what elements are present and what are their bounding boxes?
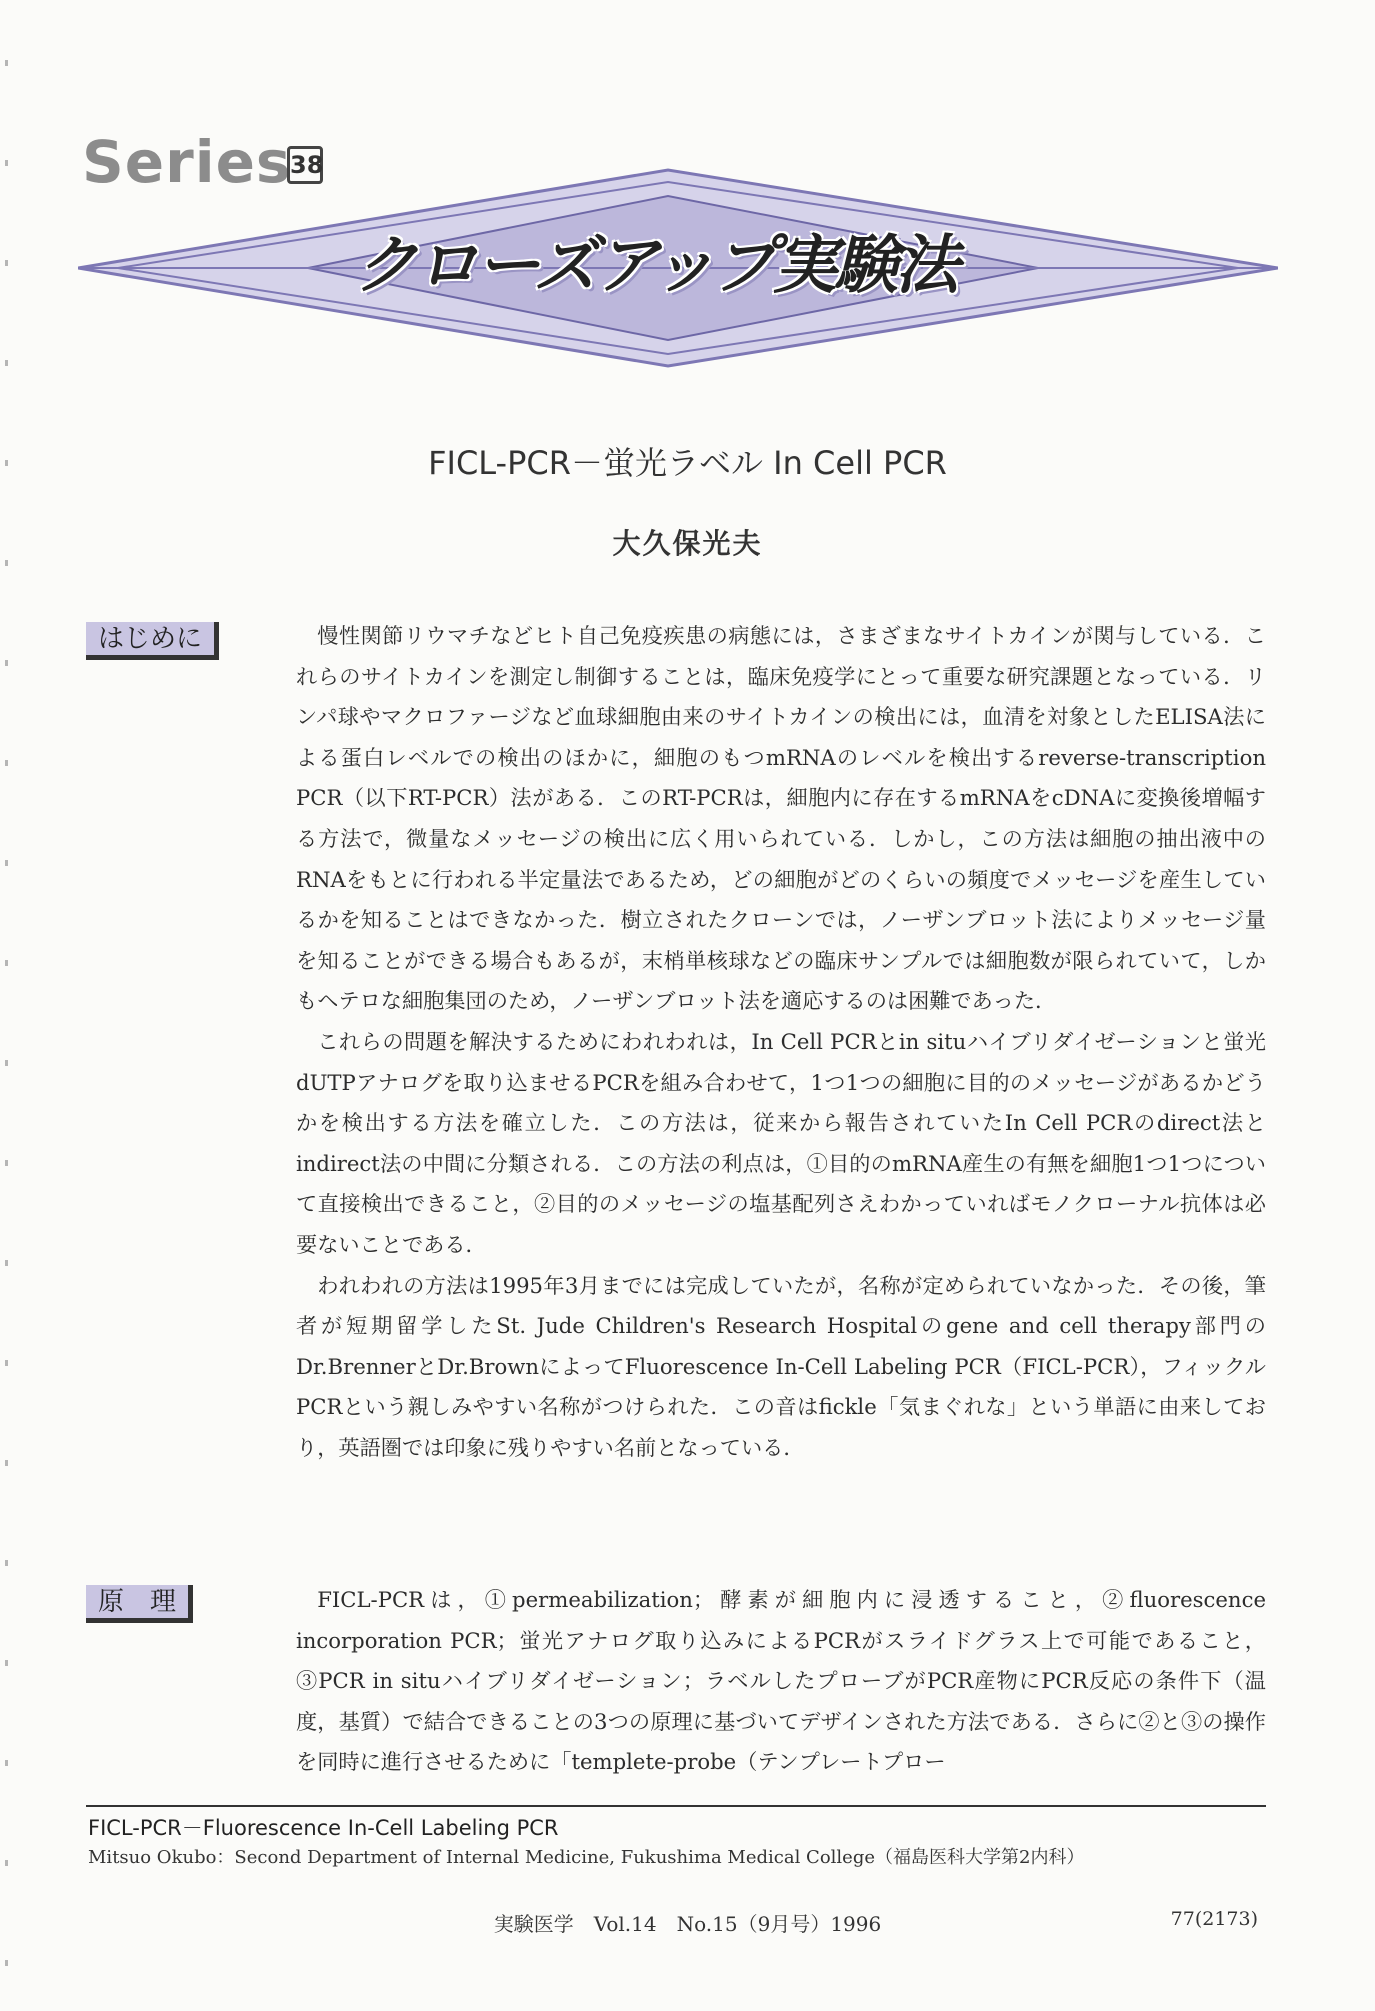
series-heading: Series [82, 128, 292, 196]
article-title: FICL-PCR－蛍光ラベル In Cell PCR [428, 444, 947, 482]
paragraph: 慢性関節リウマチなどヒト自己免疫疾患の病態には，さまざまなサイトカインが関与している．これらのサイトカインを測定し制御することは，臨床免疫学にとって重要な研究課題となっている．リンパ球やマクロファージなど血球細胞由来のサイトカインの検出には，血清を対象としたELISA法による蛋白レベルでの検出のほかに，細胞のもつmRNAのレベルを検出するreverse-transcription PCR（以下RT-PCR）法がある．このRT-PCRは，細胞内に存在するmRNAをcDNAに変換後増幅する方法で，微量なメッセージの検出に広く用いられている．しかし，この方法は細胞の抽出液中のRNAをもとに行われる半定量法であるため，どの細胞がどのくらいの頻度でメッセージを産生しているかを知ることはできなかった．樹立されたクローンでは，ノーザンブロット法によりメッセージ量を知ることができる場合もあるが，末梢単核球などの臨床サンプルでは細胞数が限られていて，しかもヘテロな細胞集団のため，ノーザンブロット法を適応するのは困難であった． [296, 623, 1266, 1014]
paragraph: これらの問題を解決するためにわれわれは，In Cell PCRとin situハイブリダイゼーションと蛍光dUTPアナログを取り込ませるPCRを組み合わせて，1つ1つの細胞に目的のメッセージがあるかどうかを検出する方法を確立した．この方法は，従来から報告されていたIn Cell PCRのdirect法とindirect法の中間に分類される．この方法の利点は，①目的のmRNA産生の有無を細胞1つ1つについて直接検出できること，②目的のメッセージの塩基配列さえわかっていればモノクローナル抗体は必要ないことである． [296, 1028, 1266, 1257]
section-body-principle [296, 1580, 1266, 1783]
paragraph: FICL-PCRは，①permeabilization；酵素が細胞内に浸透すること，②fluorescence incorporation PCR；蛍光アナログ取り込みによるPCRがスライドグラス上で可能であること，③PCR in situハイブリダイゼーション；ラベルしたプローブがPCR産物にPCR反応の条件下（温度，基質）で結合できることの3つの原理に基づいてデザインされた方法である．さらに②と③の操作を同時に進行させるために「templete-probe（テンプレートプロー [296, 1587, 1266, 1775]
journal-citation: 実験医学 Vol.14 No.15（9月号）1996 [493, 1912, 882, 1936]
section-body-introduction [296, 616, 1266, 1468]
paragraph: われわれの方法は1995年3月までには完成していたが，名称が定められていなかった．その後，筆者が短期留学したSt. Jude Children's Research Hospitalのgene and cell therapy部門のDr.BrennerとDr.BrownによってFluorescence In-Cell Labeling PCR（FICL-PCR），フィックルPCRという親しみやすい名称がつけられた．この音はfickle「気まぐれな」という単語に由来しており，英語圏では印象に残りやすい名前となっている． [296, 1272, 1266, 1460]
footnote-divider [86, 1805, 1266, 1807]
binding-marks [4, 0, 10, 2011]
footnote-english-title: FICL-PCR－Fluorescence In-Cell Labeling PCR [88, 1816, 559, 1840]
footnote-affiliation: Mitsuo Okubo：Second Department of Internal Medicine, Fukushima Medical College（福島医科大学第2内科） [88, 1847, 1085, 1868]
series-number-badge: 38 [287, 146, 323, 184]
section-label-introduction: はじめに [86, 622, 219, 660]
banner-title: クローズアップ実験法 [353, 229, 957, 303]
page-number: 77(2173) [1170, 1908, 1258, 1930]
author-name: 大久保光夫 [612, 527, 763, 560]
section-label-principle: 原 理 [86, 1585, 193, 1623]
